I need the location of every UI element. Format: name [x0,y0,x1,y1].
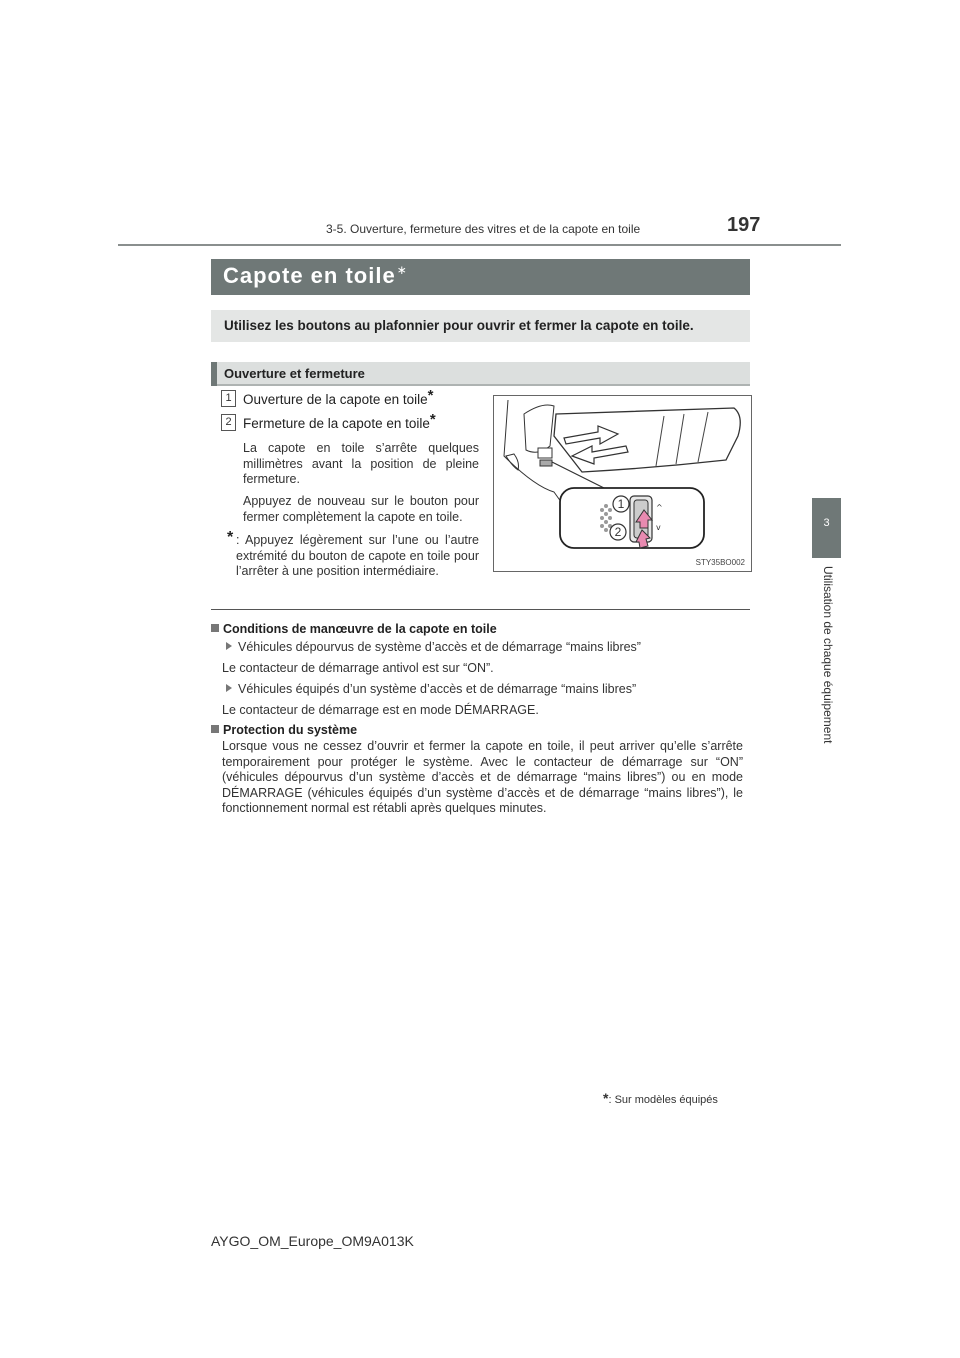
roof-switch-illustration [493,395,752,572]
figure-code: STY35BO002 [695,558,745,567]
step2-note-1: La capote en toile s’arrête quelques millimètres avant la position de pleine fermeture. [243,441,479,486]
asterisk-note: : Appuyez légèrement sur l’une ou l’autre extrémité du bouton de capote en toile pour l’arrêter à une position intermédiaire. [236,533,479,578]
square-bullet-icon [211,725,219,733]
asterisk-marker: * [227,529,234,546]
intro-text: Utilisez les boutons au plafonnier pour ouvrir et fermer la capote en toile. [224,318,694,333]
chapter-number: 3 [823,517,830,529]
condition-item-1: Véhicules dépourvus de système d’accès et de démarrage “mains libres” [226,640,641,654]
roof-switch-drawing [494,396,751,571]
step-number-1: 1 [221,390,236,407]
square-bullet-icon [211,624,219,632]
section-title: Capote en toile∗ [223,263,408,288]
notes-rule [211,609,750,610]
protection-heading: Protection du système [211,723,357,737]
step2-note-2: Appuyez de nouveau sur le bouton pour fermer complètement la capote en toile. [243,494,479,524]
step-number-2: 2 [221,414,236,431]
conditions-heading: Conditions de manœuvre de la capote en toile [211,622,497,636]
condition-item-2: Véhicules équipés d’un système d’accès et de démarrage “mains libres” [226,682,636,696]
protection-text: Lorsque vous ne cessez d’ouvrir et fermer la capote en toile, il peut arriver qu’elle s’arrête temporairement pour protéger le système. Avec le contacteur de démarrage sur “ON” (véhicules dépourvus d’un système d’accès et de démarrage “mains libres”) ou en mode DÉMARRAGE (véhicules équipés d’un système d’accès et de démarrage “mains libres”), le fonctionnement normal est rétabli après quelques minutes. [222,739,743,815]
subsection-accent [211,362,217,386]
step-label-1: Ouverture de la capote en toile* [243,387,434,407]
title-marker: ∗ [396,263,408,277]
page-number: 197 [727,214,761,236]
condition-text-2: Le contacteur de démarrage est en mode DÉMARRAGE. [222,703,539,717]
document-code: AYGO_OM_Europe_OM9A013K [211,1233,414,1249]
figure-callout-2: 2 [614,525,622,539]
svg-text:^: ^ [656,503,663,512]
figure-callout-1: 1 [617,497,625,511]
step-label-2: Fermeture de la capote en toile* [243,411,436,431]
running-title: 3-5. Ouverture, fermeture des vitres et de la capote en toile [326,222,641,236]
header-rule [118,244,841,246]
footnote: *: Sur modèles équipés [603,1090,718,1106]
svg-text:v: v [656,523,661,532]
chapter-title: Utilisation de chaque équipement [820,566,835,744]
condition-text-1: Le contacteur de démarrage antivol est sur “ON”. [222,661,494,675]
subsection-title: Ouverture et fermeture [224,366,365,381]
chapter-title-vertical [812,566,841,776]
